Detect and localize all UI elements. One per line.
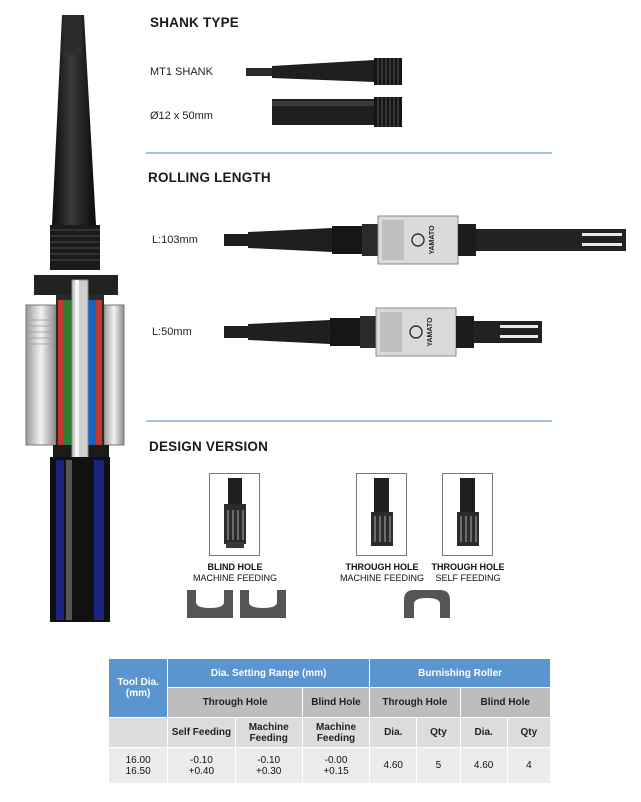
self-feeding-value: -0.10 xyxy=(190,754,213,766)
table-cell-blind-qty: 4 xyxy=(507,748,550,784)
blind-hole-section-icon-2 xyxy=(240,590,286,618)
design-caption-blind-machine xyxy=(180,562,290,584)
table-cell-through-qty: 5 xyxy=(417,748,460,784)
roller-blind-hole-header: Blind Hole xyxy=(460,688,550,718)
blind-machine-feeding-value: +0.15 xyxy=(323,765,349,777)
table-cell-self-feeding xyxy=(168,748,235,784)
through-hole-machine-thumbnail xyxy=(356,473,407,556)
blind-hole-section-icon xyxy=(187,590,233,618)
roller-blind-qty-header: Qty xyxy=(507,718,550,748)
roller-through-hole-header: Through Hole xyxy=(370,688,460,718)
tool-dia-header: Tool Dia. (mm) xyxy=(109,659,168,718)
machine-feeding-value: -0.10 xyxy=(257,754,281,766)
caption-line2: MACHINE FEEDING xyxy=(192,573,277,583)
roller-dia-header: Dia. xyxy=(370,718,417,748)
yamato-brand-mark: YAMATO xyxy=(429,225,436,255)
section-divider-2 xyxy=(146,420,552,422)
through-hole-header: Through Hole xyxy=(168,688,303,718)
caption-line1: THROUGH HOLE xyxy=(345,562,419,572)
burnishing-roller-header: Burnishing Roller xyxy=(370,659,551,688)
yamato-brand-mark: YAMATO xyxy=(427,317,434,347)
design-version-heading: DESIGN VERSION xyxy=(149,439,269,454)
roller-qty-header: Qty xyxy=(417,718,460,748)
design-caption-through-self xyxy=(426,562,510,584)
table-cell-blind-machine-feeding xyxy=(302,748,369,784)
cutaway-tool-illustration xyxy=(20,10,130,625)
blind-machine-feeding-header: Machine Feeding xyxy=(302,718,369,748)
shank-label-mt1: MT1 SHANK xyxy=(150,66,213,78)
design-caption-through-machine xyxy=(330,562,434,584)
table-cell-through-dia: 4.60 xyxy=(370,748,417,784)
tool-dia-value: 16.00 xyxy=(125,754,151,766)
machine-feeding-value: +0.30 xyxy=(256,765,282,777)
shank-type-heading: SHANK TYPE xyxy=(150,15,240,30)
straight-shank-image xyxy=(272,95,404,129)
rolling-length-label-50: L:50mm xyxy=(152,326,192,338)
through-hole-section-icon xyxy=(404,590,450,618)
section-divider-1 xyxy=(146,152,552,154)
blind-hole-tool-thumbnail xyxy=(209,473,260,556)
table-cell-machine-feeding xyxy=(235,748,302,784)
table-cell-tool-dia xyxy=(109,748,168,784)
roller-blind-dia-header: Dia. xyxy=(460,718,507,748)
shank-label-12x50: Ø12 x 50mm xyxy=(150,110,213,122)
spec-table xyxy=(108,658,551,784)
caption-line2: MACHINE FEEDING xyxy=(339,573,424,583)
rolling-tool-103-image xyxy=(222,212,630,268)
dia-setting-range-header: Dia. Setting Range (mm) xyxy=(168,659,370,688)
caption-line2: SELF FEEDING xyxy=(435,573,501,583)
mt1-shank-image xyxy=(246,56,406,88)
caption-line1: THROUGH HOLE xyxy=(431,562,505,572)
caption-line1: BLIND HOLE xyxy=(207,562,263,572)
rolling-tool-50-image xyxy=(222,304,544,360)
tool-dia-subheader-blank xyxy=(109,718,168,748)
through-hole-self-thumbnail xyxy=(442,473,493,556)
tool-dia-value: 16.50 xyxy=(125,765,151,777)
blind-hole-header: Blind Hole xyxy=(302,688,369,718)
table-cell-blind-dia: 4.60 xyxy=(460,748,507,784)
rolling-length-heading: ROLLING LENGTH xyxy=(148,170,271,185)
blind-machine-feeding-value: -0.00 xyxy=(324,754,348,766)
rolling-length-label-103: L:103mm xyxy=(152,234,198,246)
self-feeding-header: Self Feeding xyxy=(168,718,235,748)
machine-feeding-header: Machine Feeding xyxy=(235,718,302,748)
self-feeding-value: +0.40 xyxy=(188,765,215,777)
